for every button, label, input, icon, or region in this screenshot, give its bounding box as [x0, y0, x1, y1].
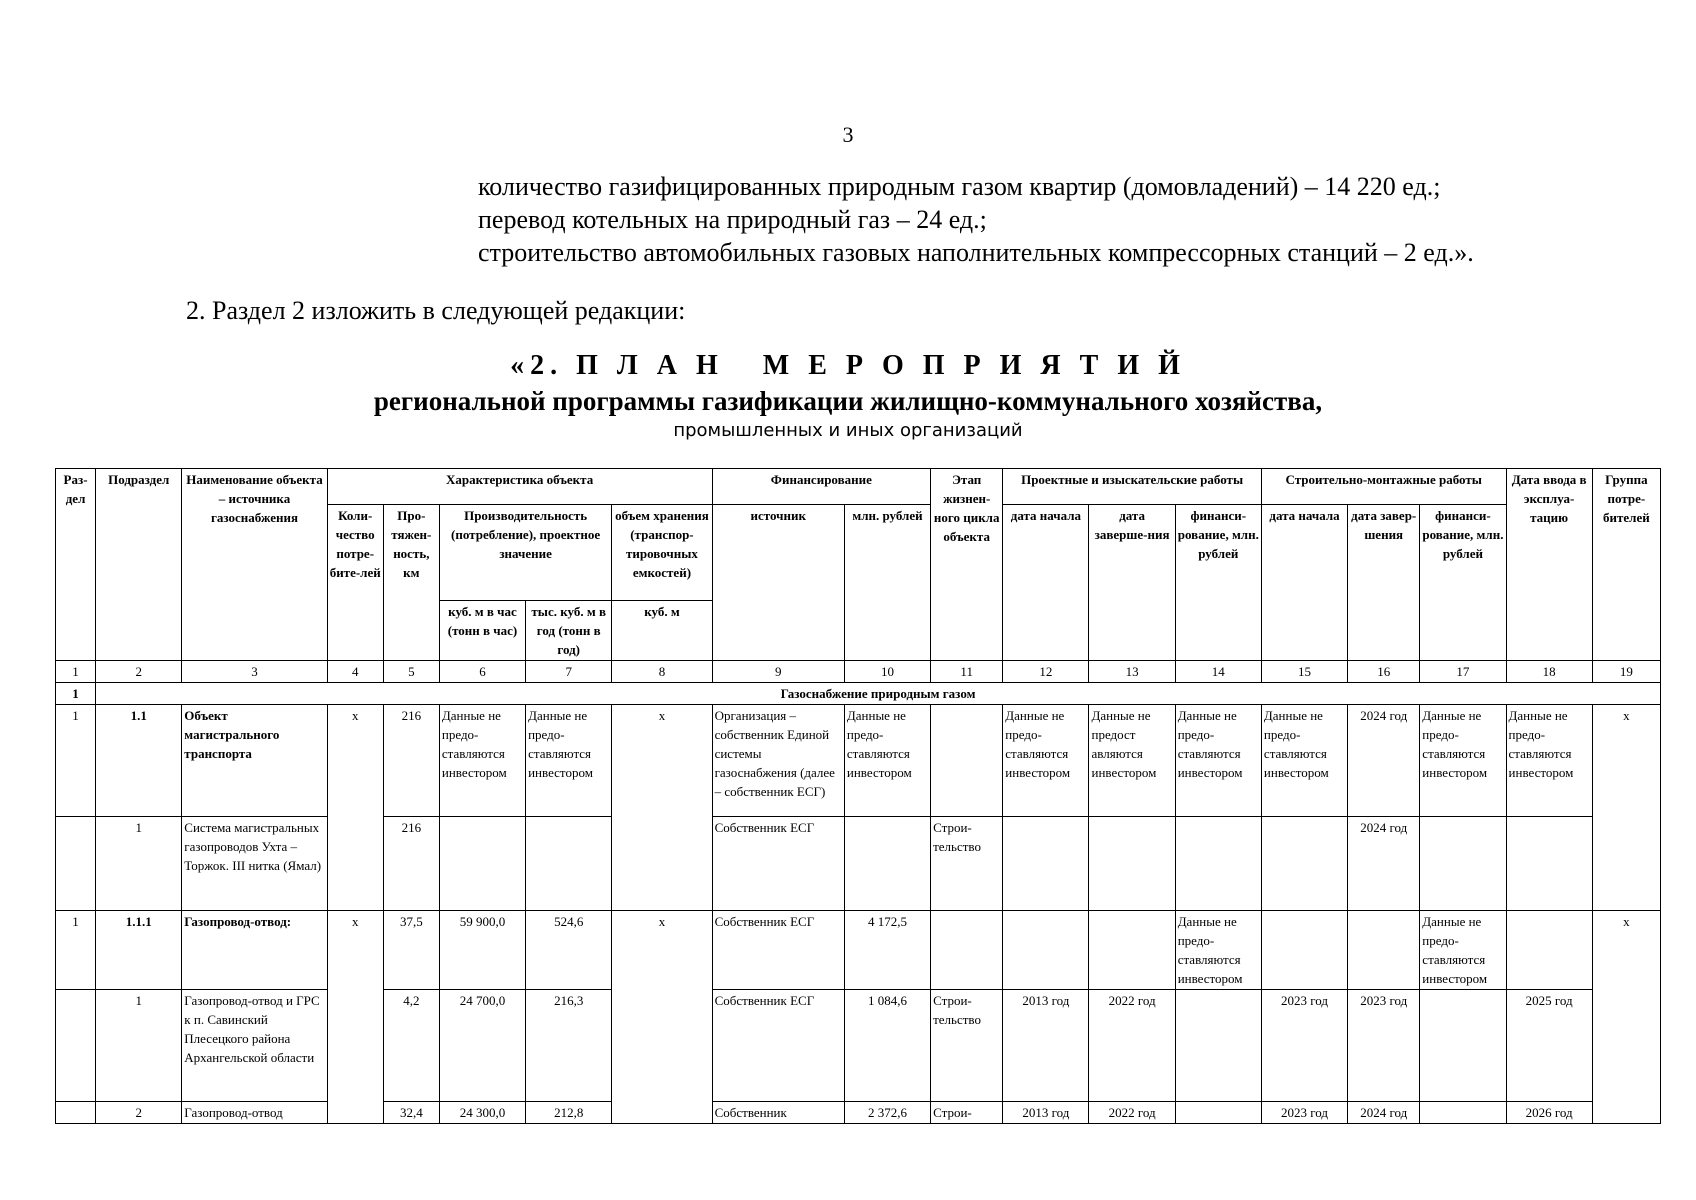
cell-design-start: 2013 год	[1003, 1102, 1089, 1124]
cell-cap-year	[526, 817, 612, 911]
plan-title: «2. П Л А Н М Е Р О П Р И Я Т И Й	[510, 350, 1186, 381]
cell-stage	[931, 911, 1003, 990]
col-stage: Этап жизнен-ного цикла объекта	[931, 469, 1003, 661]
plan-subtitle-2: промышленных и иных организаций	[673, 420, 1023, 441]
col-cap-hour: куб. м в час (тонн в час)	[439, 601, 525, 661]
cell-constr-start	[1261, 817, 1347, 911]
cell-cap-hour: 59 900,0	[439, 911, 525, 990]
cell-constr-fin: Данные не предо-ставляются инвестором	[1420, 911, 1506, 990]
table-row	[56, 990, 1661, 1102]
col-storage: объем хранения (транспор-тировочных емкостей)	[612, 505, 712, 601]
col-constr-start: дата начала	[1261, 505, 1347, 661]
column-number: 18	[1506, 661, 1592, 683]
cell-podrazdel: 1	[96, 817, 182, 911]
plan-subtitle: региональной программы газификации жилищно-коммунального хозяйства,	[373, 386, 1323, 416]
col-construction: Строительно-монтажные работы	[1261, 469, 1506, 505]
cell-design-fin	[1175, 990, 1261, 1102]
intro-text	[478, 170, 1474, 269]
cell-razdel	[56, 1102, 96, 1124]
cell-consumers: х	[327, 705, 383, 911]
cell-mln: Данные не предо-ставляются инвестором	[844, 705, 930, 817]
column-number: 2	[96, 661, 182, 683]
column-number: 9	[712, 661, 844, 683]
cell-design-fin	[1175, 817, 1261, 911]
cell-name: Газопровод-отвод и ГРС к п. Савинский Плесецкого района Архангельской области	[182, 990, 327, 1102]
cell-design-fin: Данные не предо-ставляются инвестором	[1175, 705, 1261, 817]
intro-line: количество газифицированных природным газом квартир (домовладений) – 14 220 ед.;	[478, 172, 1441, 201]
column-number: 17	[1420, 661, 1506, 683]
col-razdel: Раз-дел	[56, 469, 96, 661]
col-consumers: Коли-чество потре-бите-лей	[327, 505, 383, 661]
cell-length: 216	[383, 817, 439, 911]
column-number: 14	[1175, 661, 1261, 683]
cell-stage: Строи-тельство	[931, 990, 1003, 1102]
column-number: 7	[526, 661, 612, 683]
cell-source: Собственник ЕСГ	[712, 817, 844, 911]
cell-constr-fin	[1420, 817, 1506, 911]
col-commission: Дата ввода в эксплуа-тацию	[1506, 469, 1592, 661]
cell-mln: 1 084,6	[844, 990, 930, 1102]
cell-source: Собственник ЕСГ	[712, 911, 844, 990]
cell-podrazdel: 1.1	[96, 705, 182, 817]
cell-constr-end: 2023 год	[1348, 990, 1420, 1102]
cell-constr-start: 2023 год	[1261, 990, 1347, 1102]
col-design-start: дата начала	[1003, 505, 1089, 661]
cell-design-start	[1003, 911, 1089, 990]
intro-line: перевод котельных на природный газ – 24 ед.;	[478, 205, 987, 234]
cell-podrazdel: 1	[96, 990, 182, 1102]
cell-cap-hour: 24 300,0	[439, 1102, 525, 1124]
table-row	[56, 1102, 1661, 1124]
page-number: 3	[842, 122, 854, 147]
column-number: 8	[612, 661, 712, 683]
section-row	[56, 683, 1661, 705]
cell-cap-hour	[439, 817, 525, 911]
cell-commission: 2026 год	[1506, 1102, 1592, 1124]
cell-storage: х	[612, 705, 712, 911]
section-number: 1	[56, 683, 96, 705]
col-design-end: дата заверше-ния	[1089, 505, 1175, 661]
col-storage-unit: куб. м	[612, 601, 712, 661]
column-number: 11	[931, 661, 1003, 683]
cell-constr-fin: Данные не предо-ставляются инвестором	[1420, 705, 1506, 817]
cell-length: 216	[383, 705, 439, 817]
cell-cap-year: 212,8	[526, 1102, 612, 1124]
cell-stage	[931, 705, 1003, 817]
cell-razdel	[56, 990, 96, 1102]
cell-group: х	[1592, 705, 1660, 911]
cell-razdel: 1	[56, 705, 96, 817]
cell-cap-year: Данные не предо-ставляются инвестором	[526, 705, 612, 817]
col-characteristics: Характеристика объекта	[327, 469, 712, 505]
col-source: источник	[712, 505, 844, 661]
cell-group: х	[1592, 911, 1660, 1124]
column-number: 12	[1003, 661, 1089, 683]
cell-name: Газопровод-отвод	[182, 1102, 327, 1124]
cell-design-end	[1089, 911, 1175, 990]
cell-length: 32,4	[383, 1102, 439, 1124]
cell-podrazdel: 1.1.1	[96, 911, 182, 990]
col-cap-year: тыс. куб. м в год (тонн в год)	[526, 601, 612, 661]
cell-design-end: 2022 год	[1089, 1102, 1175, 1124]
cell-stage: Строи-тельство	[931, 817, 1003, 911]
cell-commission: 2025 год	[1506, 990, 1592, 1102]
table-row	[56, 705, 1661, 817]
cell-constr-fin	[1420, 1102, 1506, 1124]
section-instruction: 2. Раздел 2 изложить в следующей редакции:	[186, 296, 686, 325]
col-design-fin: финанси-рование, млн. рублей	[1175, 505, 1261, 661]
cell-name: Объект магистрального транспорта	[182, 705, 327, 817]
section-title: Газоснабжение природным газом	[96, 683, 1661, 705]
cell-source: Организация – собственник Единой системы газоснабжения (далее – собственник ЕСГ)	[712, 705, 844, 817]
cell-constr-start: 2023 год	[1261, 1102, 1347, 1124]
column-number: 4	[327, 661, 383, 683]
cell-design-start: 2013 год	[1003, 990, 1089, 1102]
table-row	[56, 911, 1661, 990]
intro-line: строительство автомобильных газовых наполнительных компрессорных станций – 2 ед.».	[478, 238, 1474, 267]
cell-design-end: Данные не предост авляются инвестором	[1089, 705, 1175, 817]
cell-length: 4,2	[383, 990, 439, 1102]
cell-podrazdel: 2	[96, 1102, 182, 1124]
cell-mln	[844, 817, 930, 911]
column-number: 15	[1261, 661, 1347, 683]
cell-razdel	[56, 817, 96, 911]
cell-source: Собственник ЕСГ	[712, 990, 844, 1102]
cell-commission	[1506, 911, 1592, 990]
cell-cap-year: 216,3	[526, 990, 612, 1102]
col-group: Группа потре-бителей	[1592, 469, 1660, 661]
cell-length: 37,5	[383, 911, 439, 990]
cell-design-end: 2022 год	[1089, 990, 1175, 1102]
cell-constr-fin	[1420, 990, 1506, 1102]
cell-constr-end	[1348, 911, 1420, 990]
col-mln: млн. рублей	[844, 505, 930, 661]
cell-constr-end: 2024 год	[1348, 705, 1420, 817]
cell-design-start	[1003, 817, 1089, 911]
column-number: 16	[1348, 661, 1420, 683]
col-capacity: Производительность (потребление), проектное значение	[439, 505, 611, 601]
table-row	[56, 817, 1661, 911]
col-design: Проектные и изыскательские работы	[1003, 469, 1262, 505]
cell-razdel: 1	[56, 911, 96, 990]
cell-cap-year: 524,6	[526, 911, 612, 990]
cell-cap-hour: Данные не предо-ставляются инвестором	[439, 705, 525, 817]
cell-design-start: Данные не предо-ставляются инвестором	[1003, 705, 1089, 817]
cell-mln: 4 172,5	[844, 911, 930, 990]
column-number: 10	[844, 661, 930, 683]
column-number: 1	[56, 661, 96, 683]
cell-name: Газопровод-отвод:	[182, 911, 327, 990]
cell-commission: Данные не предо-ставляются инвестором	[1506, 705, 1592, 817]
cell-design-end	[1089, 817, 1175, 911]
cell-name: Система магистральных газопроводов Ухта – Торжок. III нитка (Ямал)	[182, 817, 327, 911]
column-number: 6	[439, 661, 525, 683]
cell-design-fin	[1175, 1102, 1261, 1124]
col-constr-end: дата завер-шения	[1348, 505, 1420, 661]
cell-constr-end: 2024 год	[1348, 1102, 1420, 1124]
column-number: 13	[1089, 661, 1175, 683]
column-number: 19	[1592, 661, 1660, 683]
cell-design-fin: Данные не предо-ставляются инвестором	[1175, 911, 1261, 990]
cell-commission	[1506, 817, 1592, 911]
col-podrazdel: Подраздел	[96, 469, 182, 661]
col-financing: Финансирование	[712, 469, 931, 505]
plan-table	[55, 468, 1661, 1124]
cell-mln: 2 372,6	[844, 1102, 930, 1124]
column-numbers-row	[56, 661, 1661, 683]
cell-constr-end: 2024 год	[1348, 817, 1420, 911]
column-number: 3	[182, 661, 327, 683]
column-number: 5	[383, 661, 439, 683]
cell-source: Собственник	[712, 1102, 844, 1124]
cell-constr-start	[1261, 911, 1347, 990]
cell-constr-start: Данные не предо-ставляются инвестором	[1261, 705, 1347, 817]
col-constr-fin: финанси-рование, млн. рублей	[1420, 505, 1506, 661]
cell-cap-hour: 24 700,0	[439, 990, 525, 1102]
col-length: Про-тяжен-ность, км	[383, 505, 439, 661]
cell-consumers: х	[327, 911, 383, 1124]
cell-stage: Строи-	[931, 1102, 1003, 1124]
col-name: Наименование объекта – источника газоснабжения	[182, 469, 327, 661]
cell-storage: х	[612, 911, 712, 1124]
